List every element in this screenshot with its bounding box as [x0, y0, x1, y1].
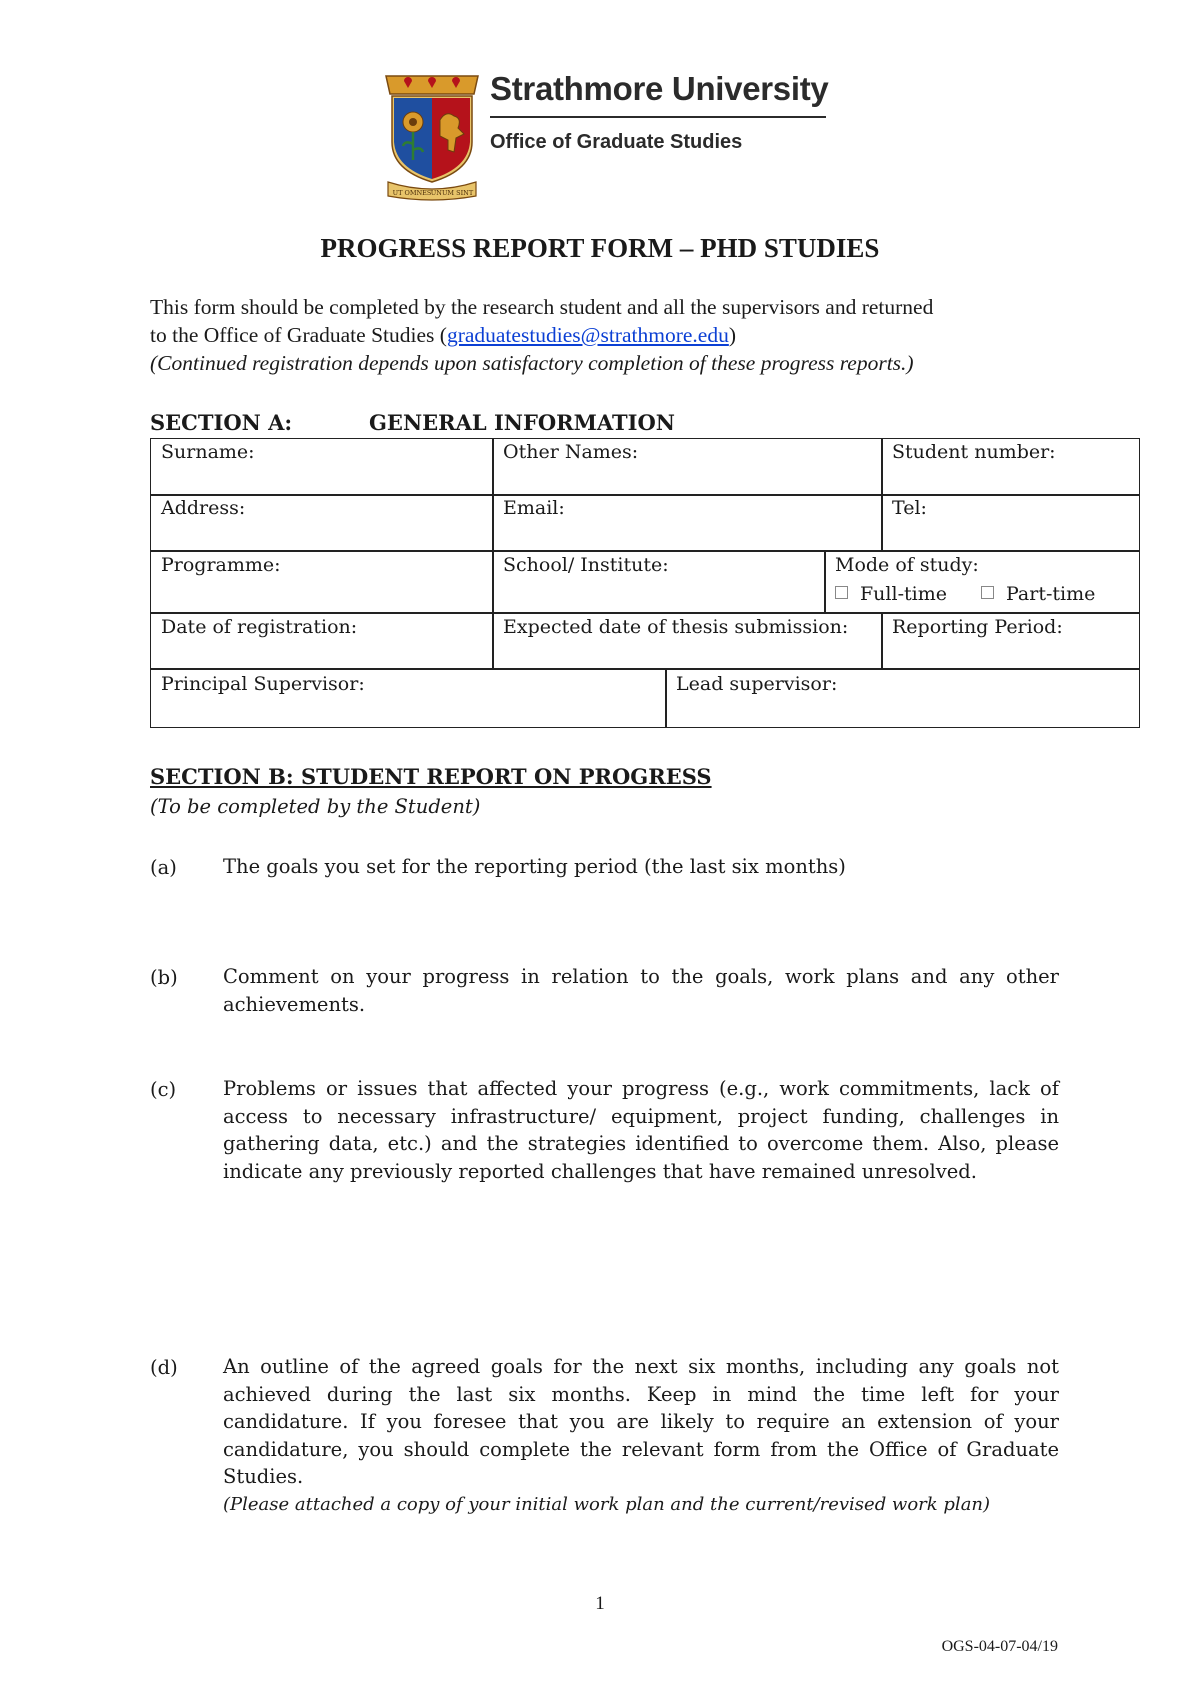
intro-line-2: [150, 321, 1050, 349]
table-col-divider: [492, 439, 494, 550]
item-a-text: The goals you set for the reporting period (the last six months): [223, 855, 846, 878]
table-col-divider: [824, 550, 826, 612]
table-col-divider: [492, 550, 494, 612]
school-institute-field[interactable]: School/ Institute:: [503, 554, 669, 576]
page-number: 1: [595, 1593, 605, 1614]
intro-line-2-prefix: to the Office of Graduate Studies (: [150, 323, 447, 347]
part-time-label: Part-time: [1006, 583, 1096, 605]
intro-paragraph: [150, 293, 1050, 377]
surname-field[interactable]: Surname:: [161, 441, 255, 463]
full-time-checkbox[interactable]: [835, 586, 848, 599]
table-row-divider: [151, 494, 1139, 496]
intro-line-1: This form should be completed by the research student and all the supervisors and returned: [150, 295, 934, 319]
part-time-option[interactable]: [981, 583, 1095, 605]
reporting-period-field[interactable]: Reporting Period:: [892, 616, 1063, 638]
student-number-field[interactable]: Student number:: [892, 441, 1056, 463]
intro-line-2-suffix: ): [728, 323, 737, 347]
item-d-block: [223, 1353, 1059, 1518]
brand-divider: [490, 116, 826, 118]
email-field[interactable]: Email:: [503, 497, 565, 519]
form-code: OGS-04-07-04/19: [941, 1638, 1058, 1655]
crest-motto-right: UNUM SINT: [430, 189, 474, 197]
item-c-text: Problems or issues that affected your progress (e.g., work commitments, lack of access to necessary infrastructure/ equipment, project funding, challenges in gathering data, etc.) and the strategies identified to overcome them. Also, please indicate any previously reported challenges that have remained unresolved.: [223, 1077, 1059, 1183]
mode-of-study-label: Mode of study:: [835, 554, 979, 576]
crest-motto-left: UT OMNES: [392, 189, 432, 197]
office-name: Office of Graduate Studies: [490, 131, 743, 153]
section-b-subtitle: (To be completed by the Student): [150, 795, 481, 818]
item-a-label: (a): [150, 856, 177, 879]
general-information-table: [150, 438, 1140, 728]
table-col-divider: [881, 612, 883, 668]
item-b-text: Comment on your progress in relation to the goals, work plans and any other achievements.: [223, 965, 1059, 1016]
full-time-label: Full-time: [860, 583, 947, 605]
lead-supervisor-field[interactable]: Lead supervisor:: [676, 673, 838, 695]
date-of-registration-field[interactable]: Date of registration:: [161, 616, 358, 638]
expected-submission-date-field[interactable]: Expected date of thesis submission:: [503, 616, 849, 638]
table-row-divider: [151, 612, 1139, 614]
full-time-option[interactable]: [835, 583, 947, 605]
section-b-title: SECTION B: STUDENT REPORT ON PROGRESS: [150, 764, 712, 789]
table-col-divider: [492, 612, 494, 668]
item-d-text: An outline of the agreed goals for the next six months, including any goals not achieved during the last six months. Keep in mind the time left for your candidature. If you foresee that you are likely to require an extension of your candidature, you should complete the relevant form from the Office of Graduate Studies.: [223, 1355, 1059, 1488]
programme-field[interactable]: Programme:: [161, 554, 281, 576]
form-title: PROGRESS REPORT FORM – PHD STUDIES: [320, 233, 880, 263]
table-row-divider: [151, 550, 1139, 552]
university-name: Strathmore University: [490, 70, 829, 107]
item-b-label: (b): [150, 966, 178, 989]
other-names-field[interactable]: Other Names:: [503, 441, 639, 463]
graduate-studies-email-link[interactable]: graduatestudies@strathmore.edu: [446, 323, 729, 347]
section-a-title: GENERAL INFORMATION: [369, 410, 675, 435]
address-field[interactable]: Address:: [161, 497, 246, 519]
principal-supervisor-field[interactable]: Principal Supervisor:: [161, 673, 365, 695]
registration-note: (Continued registration depends upon satisfactory completion of these progress reports.): [150, 351, 914, 375]
part-time-checkbox[interactable]: [981, 586, 994, 599]
university-crest-logo: [382, 72, 482, 202]
item-d-note: (Please attached a copy of your initial work plan and the current/revised work plan): [223, 1493, 991, 1515]
table-row-divider: [151, 668, 1139, 670]
item-d-label: (d): [150, 1356, 178, 1379]
table-col-divider: [665, 668, 667, 728]
section-a-label: SECTION A:: [150, 410, 293, 435]
table-col-divider: [881, 439, 883, 550]
item-c-label: (c): [150, 1078, 177, 1101]
tel-field[interactable]: Tel:: [892, 497, 927, 519]
